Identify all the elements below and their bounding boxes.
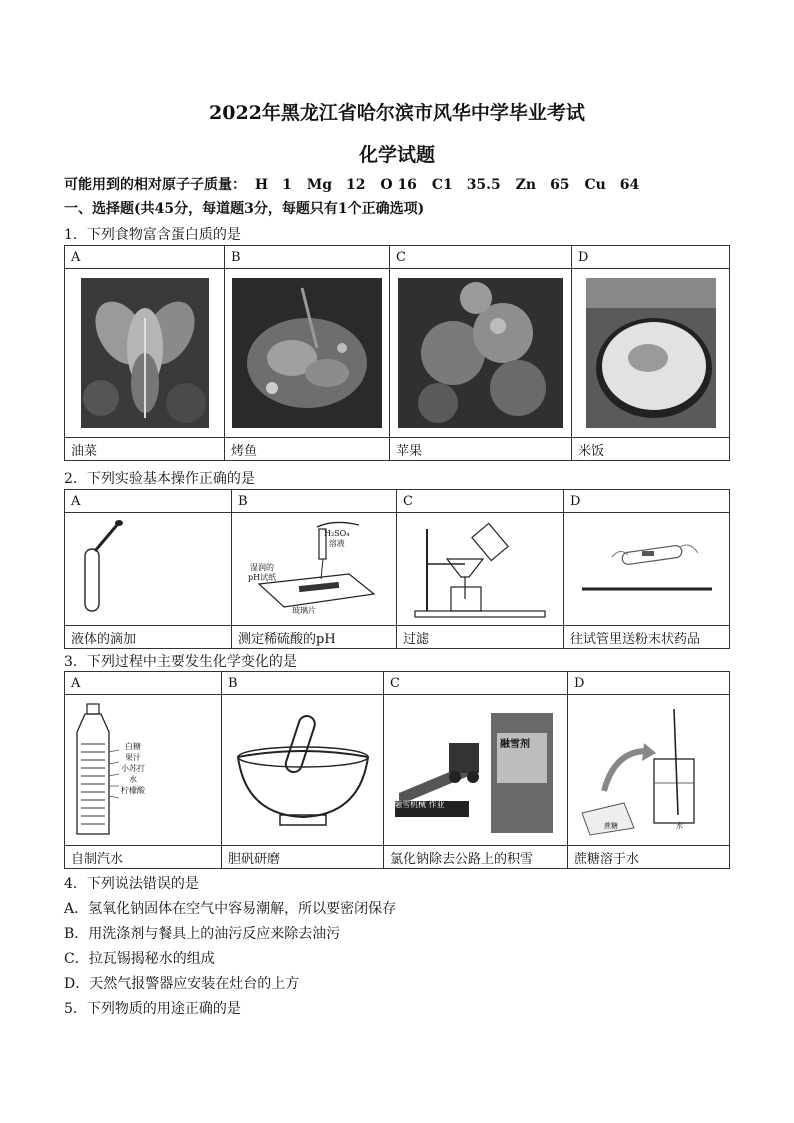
mass-mg: Mg 12	[306, 177, 366, 193]
q1-image-cell-a	[65, 269, 225, 438]
q2-option-letter: A	[65, 490, 232, 513]
question-3-stem: 3．下列过程中主要发生化学变化的是	[64, 654, 297, 670]
q3-caption: 蔗糖溶于水	[568, 846, 730, 869]
question-5-stem: 5．下列物质的用途正确的是	[64, 1001, 241, 1017]
q3-option-letter: C	[384, 672, 568, 695]
soda-label: 白糖	[125, 742, 141, 751]
salt-spreading-photo	[391, 703, 561, 838]
section-heading: 一、选择题(共45分，每道题3分，每题只有1个正确选项)	[64, 201, 425, 217]
q2-caption: 液体的滴加	[65, 626, 232, 649]
mortar-pestle-drawing	[228, 705, 378, 835]
ph-paper-label-2: pH试纸	[248, 573, 277, 582]
question-3-table	[64, 671, 730, 869]
soda-label: 水	[129, 775, 137, 784]
q2-caption: 测定稀硫酸的pH	[232, 626, 397, 649]
rapeseed-photo	[81, 278, 209, 428]
powder-tube-drawing	[572, 519, 722, 619]
q2-option-letter: D	[564, 490, 730, 513]
q3-option-letter: A	[65, 672, 222, 695]
q3-caption: 氯化钠除去公路上的积雪	[384, 846, 568, 869]
water-label: 水	[676, 822, 683, 830]
q2-image-cell-a	[65, 513, 232, 626]
q1-option-letter: B	[225, 246, 390, 269]
sugar-label: 蔗糖	[604, 822, 618, 830]
soda-label: 小苏打	[121, 764, 145, 773]
q1-caption: 米饭	[572, 438, 730, 461]
q1-image-cell-b	[225, 269, 390, 438]
q2-image-cell-d	[564, 513, 730, 626]
q1-image-cell-d	[572, 269, 730, 438]
q4-option-a: A．氢氧化钠固体在空气中容易潮解，所以要密闭保存	[64, 901, 397, 917]
q2-caption: 往试管里送粉末状药品	[564, 626, 730, 649]
question-1-stem: 1．下列食物富含蛋白质的是	[64, 227, 241, 243]
soda-label: 柠檬酸	[121, 786, 145, 795]
dropper-tube-drawing	[73, 519, 223, 619]
q2-option-letter: C	[397, 490, 564, 513]
salt-sign-label: 融雪机械 作业	[394, 800, 445, 809]
q1-caption: 苹果	[390, 438, 572, 461]
q2-caption: 过滤	[397, 626, 564, 649]
mass-cl: C1 35.5	[431, 177, 501, 193]
mass-h: H 1	[254, 177, 292, 193]
q1-option-letter: D	[572, 246, 730, 269]
soda-label: 果汁	[125, 753, 141, 762]
q1-option-letter: A	[65, 246, 225, 269]
q3-image-cell-a	[65, 695, 222, 846]
q2-image-cell-c	[397, 513, 564, 626]
question-1-table	[64, 245, 730, 461]
atomic-masses-label: 可能用到的相对原子子质量：	[64, 177, 246, 193]
sugar-dissolve-drawing	[574, 703, 724, 838]
q4-option-b: B．用洗涤剂与餐具上的油污反应来除去油污	[64, 926, 341, 942]
q1-caption: 油菜	[65, 438, 225, 461]
filtration-drawing	[405, 519, 555, 619]
q3-caption: 自制汽水	[65, 846, 222, 869]
mass-cu: Cu 64	[584, 177, 640, 193]
q3-option-letter: B	[222, 672, 384, 695]
rice-photo	[586, 278, 716, 428]
ph-acid-label: H₂SO₄	[324, 529, 350, 538]
ph-glass-label: 玻璃片	[292, 606, 316, 615]
ph-paper-label: 湿润的	[250, 563, 275, 572]
q1-image-cell-c	[390, 269, 572, 438]
question-2-stem: 2．下列实验基本操作正确的是	[64, 471, 255, 487]
apple-photo	[398, 278, 563, 428]
q2-image-cell-b	[232, 513, 397, 626]
q3-image-cell-c	[384, 695, 568, 846]
question-4-stem: 4．下列说法错误的是	[64, 876, 199, 892]
salt-bag-label: 融雪剂	[500, 739, 530, 750]
question-2-table	[64, 489, 730, 649]
q2-option-letter: B	[232, 490, 397, 513]
q4-option-c: C．拉瓦锡揭秘水的组成	[64, 951, 215, 967]
grilled-fish-photo	[232, 278, 382, 428]
mass-o: O 16	[380, 177, 417, 193]
exam-title: 2022年黑龙江省哈尔滨市风华中学毕业考试	[209, 102, 585, 124]
mass-zn: Zn 65	[515, 177, 570, 193]
q1-option-letter: C	[390, 246, 572, 269]
q3-image-cell-d	[568, 695, 730, 846]
q3-caption: 胆矾研磨	[222, 846, 384, 869]
q4-option-d: D．天然气报警器应安装在灶台的上方	[64, 976, 300, 992]
exam-subtitle: 化学试题	[358, 144, 435, 166]
q3-image-cell-b	[222, 695, 384, 846]
q1-caption: 烤鱼	[225, 438, 390, 461]
atomic-masses-line	[64, 174, 649, 194]
ph-acid-note: 溶液	[328, 539, 345, 548]
q3-option-letter: D	[568, 672, 730, 695]
